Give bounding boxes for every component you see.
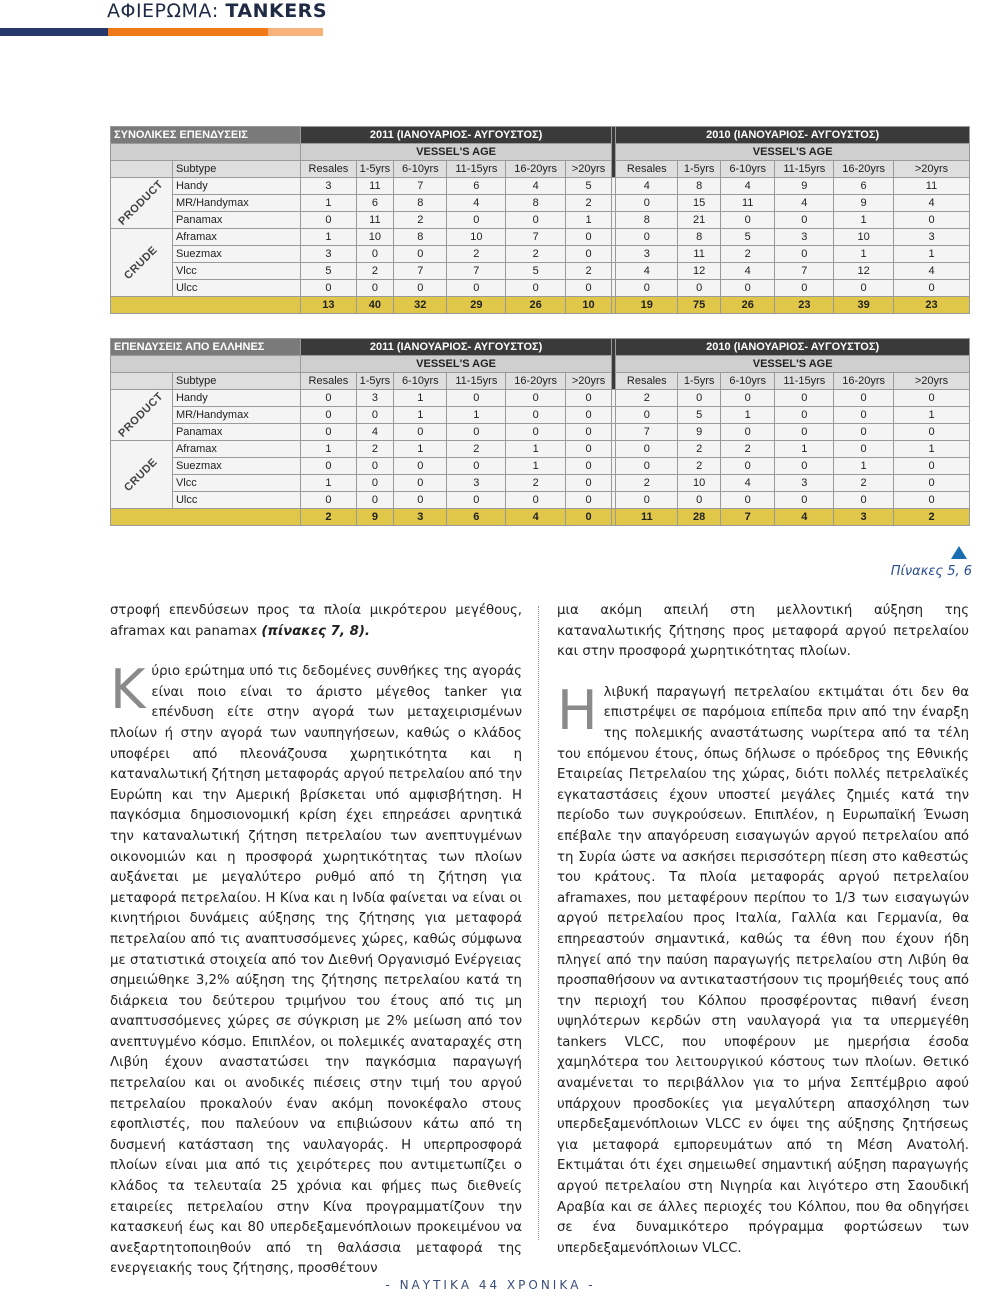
value-cell-2010: 10 xyxy=(834,229,894,246)
total-cell-2010: 11 xyxy=(616,509,678,526)
total-cell-2011: 10 xyxy=(566,297,612,314)
subtype-header: Subtype xyxy=(172,373,300,390)
table-row xyxy=(111,458,970,475)
value-cell-2011: 0 xyxy=(566,280,612,297)
value-cell-2010: 4 xyxy=(720,263,774,280)
table-reference: (πίνακες 7, 8). xyxy=(261,623,370,639)
value-cell-2010: 2 xyxy=(616,475,678,492)
value-cell-2011: 2 xyxy=(356,441,393,458)
table-title: ΕΠΕΝΔΥΣΕΙΣ ΑΠΟ ΕΛΛΗΝΕΣ xyxy=(111,339,301,356)
period-2011: 2011 (ΙΑΝΟΥΑΡΙΟΣ- ΑΥΓΟΥΣΤΟΣ) xyxy=(301,127,612,144)
value-cell-2011: 10 xyxy=(447,229,506,246)
total-cell-2011: 2 xyxy=(301,509,357,526)
period-2010: 2010 (ΙΑΝΟΥΑΡΙΟΣ- ΑΥΓΟΥΣΤΟΣ) xyxy=(616,339,970,356)
value-cell-2010: 0 xyxy=(678,390,721,407)
value-cell-2011: 0 xyxy=(394,424,447,441)
table-row xyxy=(111,424,970,441)
value-cell-2011: 5 xyxy=(506,263,566,280)
value-cell-2010: 4 xyxy=(616,178,678,195)
value-cell-2010: 0 xyxy=(775,280,834,297)
age-column-header: >20yrs xyxy=(894,373,970,390)
value-cell-2010: 2 xyxy=(678,458,721,475)
value-cell-2010: 0 xyxy=(834,390,894,407)
value-cell-2011: 0 xyxy=(566,492,612,509)
age-column-header: 11-15yrs xyxy=(775,161,834,178)
value-cell-2011: 4 xyxy=(447,195,506,212)
age-column-header: 11-15yrs xyxy=(447,373,506,390)
value-cell-2010: 11 xyxy=(720,195,774,212)
subtype-name: Vlcc xyxy=(172,475,300,492)
total-cell-2010: 4 xyxy=(775,509,834,526)
value-cell-2011: 0 xyxy=(394,458,447,475)
value-cell-2011: 0 xyxy=(356,407,393,424)
value-cell-2010: 0 xyxy=(720,390,774,407)
value-cell-2011: 0 xyxy=(566,246,612,263)
value-cell-2010: 1 xyxy=(834,458,894,475)
left-column xyxy=(110,601,522,1300)
value-cell-2011: 4 xyxy=(506,178,566,195)
value-cell-2011: 1 xyxy=(506,458,566,475)
value-cell-2011: 0 xyxy=(566,229,612,246)
value-cell-2010: 3 xyxy=(894,229,970,246)
value-cell-2011: 1 xyxy=(394,407,447,424)
value-cell-2011: 2 xyxy=(394,212,447,229)
value-cell-2010: 9 xyxy=(678,424,721,441)
value-cell-2010: 0 xyxy=(616,195,678,212)
blank-cell xyxy=(111,356,301,373)
age-column-header: 11-15yrs xyxy=(775,373,834,390)
subtype-name: MR/Handymax xyxy=(172,407,300,424)
total-cell-2010: 23 xyxy=(894,297,970,314)
value-cell-2010: 4 xyxy=(720,475,774,492)
blank-cell xyxy=(111,373,173,390)
vessel-age-2011: VESSEL'S AGE xyxy=(301,144,612,161)
subtype-name: Aframax xyxy=(172,441,300,458)
value-cell-2011: 0 xyxy=(447,492,506,509)
total-cell-2010: 2 xyxy=(894,509,970,526)
value-cell-2010: 10 xyxy=(678,475,721,492)
right-intro-paragraph: μια ακόμη απειλή στη μελλοντική αύξηση της καταναλωτικής ζήτησης προς μεταφορά αργού πετρελαίου και στην προσφορά χωρητικότητας πλοίων. xyxy=(557,603,969,660)
table-row xyxy=(111,229,970,246)
value-cell-2011: 0 xyxy=(301,424,357,441)
value-cell-2011: 8 xyxy=(394,195,447,212)
value-cell-2011: 0 xyxy=(506,212,566,229)
value-cell-2011: 7 xyxy=(447,263,506,280)
total-cell-2011: 26 xyxy=(506,297,566,314)
value-cell-2010: 2 xyxy=(678,441,721,458)
value-cell-2010: 1 xyxy=(775,441,834,458)
subtype-name: Ulcc xyxy=(172,280,300,297)
total-cell-2011: 29 xyxy=(447,297,506,314)
value-cell-2011: 2 xyxy=(447,441,506,458)
subtype-name: Handy xyxy=(172,390,300,407)
table-total-investments xyxy=(110,126,970,314)
left-intro-paragraph: στροφή επενδύσεων προς τα πλοία μικρότερου μεγέθους, aframax και panamax (πίνακες 7, 8). xyxy=(110,603,522,639)
age-column-header: 6-10yrs xyxy=(394,161,447,178)
value-cell-2011: 0 xyxy=(394,475,447,492)
total-cell-2010: 28 xyxy=(678,509,721,526)
vessel-age-2010: VESSEL'S AGE xyxy=(616,356,970,373)
value-cell-2010: 6 xyxy=(834,178,894,195)
drop-cap: Η xyxy=(557,678,598,742)
value-cell-2010: 11 xyxy=(894,178,970,195)
value-cell-2010: 0 xyxy=(894,475,970,492)
age-column-header: 6-10yrs xyxy=(394,373,447,390)
total-cell-2010: 26 xyxy=(720,297,774,314)
value-cell-2011: 0 xyxy=(506,424,566,441)
value-cell-2010: 0 xyxy=(616,458,678,475)
value-cell-2011: 0 xyxy=(506,280,566,297)
value-cell-2011: 7 xyxy=(506,229,566,246)
value-cell-2011: 0 xyxy=(301,458,357,475)
total-cell-2011: 40 xyxy=(356,297,393,314)
value-cell-2011: 0 xyxy=(356,458,393,475)
subtype-name: Panamax xyxy=(172,212,300,229)
age-column-header: Resales xyxy=(301,373,357,390)
value-cell-2011: 3 xyxy=(356,390,393,407)
value-cell-2010: 1 xyxy=(834,212,894,229)
subtype-name: MR/Handymax xyxy=(172,195,300,212)
value-cell-2010: 5 xyxy=(720,229,774,246)
value-cell-2010: 0 xyxy=(720,424,774,441)
value-cell-2011: 0 xyxy=(301,212,357,229)
value-cell-2010: 0 xyxy=(678,280,721,297)
value-cell-2010: 12 xyxy=(678,263,721,280)
value-cell-2011: 0 xyxy=(566,424,612,441)
period-2010: 2010 (ΙΑΝΟΥΑΡΙΟΣ- ΑΥΓΟΥΣΤΟΣ) xyxy=(616,127,970,144)
value-cell-2010: 9 xyxy=(775,178,834,195)
table-row xyxy=(111,246,970,263)
age-column-header: 6-10yrs xyxy=(720,373,774,390)
value-cell-2011: 4 xyxy=(356,424,393,441)
totals-row xyxy=(111,509,970,526)
subtype-name: Suezmax xyxy=(172,246,300,263)
value-cell-2010: 4 xyxy=(775,195,834,212)
value-cell-2010: 2 xyxy=(616,390,678,407)
vessel-age-2011: VESSEL'S AGE xyxy=(301,356,612,373)
right-column xyxy=(557,601,969,1279)
table-greek-investments xyxy=(110,338,970,526)
value-cell-2010: 0 xyxy=(775,246,834,263)
value-cell-2010: 11 xyxy=(678,246,721,263)
value-cell-2011: 0 xyxy=(447,458,506,475)
value-cell-2011: 0 xyxy=(301,492,357,509)
age-column-header: Resales xyxy=(616,161,678,178)
value-cell-2011: 1 xyxy=(301,229,357,246)
value-cell-2010: 0 xyxy=(720,492,774,509)
value-cell-2010: 2 xyxy=(720,441,774,458)
table-row xyxy=(111,390,970,407)
tables-caption: Πίνακες 5, 6 xyxy=(890,564,972,579)
value-cell-2011: 0 xyxy=(356,475,393,492)
investment-table xyxy=(110,126,970,314)
age-column-header: 16-20yrs xyxy=(834,373,894,390)
total-cell-2010: 7 xyxy=(720,509,774,526)
age-column-header: 16-20yrs xyxy=(506,373,566,390)
value-cell-2011: 2 xyxy=(566,195,612,212)
value-cell-2010: 0 xyxy=(720,280,774,297)
total-cell-2010: 3 xyxy=(834,509,894,526)
header-title: TANKERS xyxy=(225,0,327,22)
period-2011: 2011 (ΙΑΝΟΥΑΡΙΟΣ- ΑΥΓΟΥΣΤΟΣ) xyxy=(301,339,612,356)
subtype-name: Vlcc xyxy=(172,263,300,280)
table-row xyxy=(111,492,970,509)
left-main-paragraph: Κύριο ερώτημα υπό τις δεδομένες συνθήκες της αγοράς είναι ποιο είναι το άριστο μέγεθος tanker για επένδυση είτε στην αγορά των μεταχειρισμένων πλοίων ή στην αγορά των ναυπηγήσεων, καθώς ο κλάδος υποφέρει από πλεονάζουσα χωρητικότητα και η καταναλωτική ζήτηση μεταφοράς αργού πετρελαίου από την Ευρώπη και την Αμερική βρίσκεται υπό αμφισβήτηση. Η παγκόσμια δημοσιονομική κρίση έχει επηρεάσει αρνητικά την καταναλωτική ζήτηση πετρελαίου των ανεπτυγμένων οικονομιών και η προσφορά χωρητικότητας των πλοίων αυξάνεται με μεγαλύτερο ρυθμό από τη ζήτηση για μεταφορά πετρελαίου. Η Κίνα και η Ινδία φαίνεται να είναι οι κινητήριοι δυνάμεις αύξησης της ζήτησης για μεταφορά πετρελαίου από τις αναπτυσσόμενες χώρες, καθώς σύμφωνα με στατιστικά στοιχεία από τον Διεθνή Οργανισμό Ενέργειας σημειώθηκε 3,2% αύξηση της ζήτησης πετρελαίου κατά τη διάρκεια του δεύτερου τριμήνου του έτους από τις μη αναπτυσσόμενες χώρες σε σύγκριση με 2% μείωση από τον ανεπτυγμένο κόσμο. Επιπλέον, οι πολεμικές αναταραχές στη Λιβύη έχουν αναστατώσει την παγκόσμια παραγωγή πετρελαίου και οι ανοδικές πιέσεις στην τιμή του αργού πετρελαίου προκαλούν έναν ακόμη πονοκέφαλο στους εφοπλιστές, που παλεύουν να επιβιώσουν κάτω από τη δυσμενή κατάσταση της ναυλαγοράς. Η υπερπροσφορά πλοίων είναι μια από τις χειρότερες που αντιμετωπίζει ο κλάδος τα τελευταία 25 χρόνια και φήμες πως διεθνείς εταιρείες πετρελαίου στην Κίνα προγραμματίζουν την κατασκευή έως και 80 υπερδεξαμενόπλοιων προκειμένου να ανεξαρτητοποιηθούν από τη θαλάσσια μεταφορά της ενεργειακής τους ζήτησης, προσθέτουν xyxy=(110,658,522,1277)
age-column-header: 16-20yrs xyxy=(834,161,894,178)
value-cell-2011: 1 xyxy=(301,475,357,492)
value-cell-2011: 0 xyxy=(356,492,393,509)
table-row xyxy=(111,407,970,424)
subtype-name: Aframax xyxy=(172,229,300,246)
vessel-age-2010: VESSEL'S AGE xyxy=(616,144,970,161)
blank-cell xyxy=(111,161,173,178)
value-cell-2010: 0 xyxy=(834,492,894,509)
value-cell-2011: 1 xyxy=(394,441,447,458)
value-cell-2010: 7 xyxy=(616,424,678,441)
age-column-header: 16-20yrs xyxy=(506,161,566,178)
value-cell-2010: 4 xyxy=(616,263,678,280)
value-cell-2011: 0 xyxy=(566,475,612,492)
value-cell-2010: 1 xyxy=(894,246,970,263)
value-cell-2011: 1 xyxy=(394,390,447,407)
value-cell-2010: 0 xyxy=(720,458,774,475)
total-cell-2010: 75 xyxy=(678,297,721,314)
value-cell-2010: 4 xyxy=(894,263,970,280)
value-cell-2010: 15 xyxy=(678,195,721,212)
total-cell-2011: 4 xyxy=(506,509,566,526)
value-cell-2011: 10 xyxy=(356,229,393,246)
value-cell-2011: 6 xyxy=(447,178,506,195)
value-cell-2011: 0 xyxy=(447,280,506,297)
value-cell-2010: 8 xyxy=(678,178,721,195)
value-cell-2010: 8 xyxy=(616,212,678,229)
value-cell-2010: 0 xyxy=(775,458,834,475)
value-cell-2010: 3 xyxy=(775,475,834,492)
total-cell-2011: 13 xyxy=(301,297,357,314)
value-cell-2010: 4 xyxy=(720,178,774,195)
value-cell-2011: 6 xyxy=(356,195,393,212)
value-cell-2010: 8 xyxy=(678,229,721,246)
value-cell-2010: 0 xyxy=(616,229,678,246)
value-cell-2010: 5 xyxy=(678,407,721,424)
value-cell-2011: 0 xyxy=(394,280,447,297)
value-cell-2011: 0 xyxy=(506,492,566,509)
age-column-header: >20yrs xyxy=(566,161,612,178)
total-cell-2011: 6 xyxy=(447,509,506,526)
subtype-header: Subtype xyxy=(172,161,300,178)
totals-row xyxy=(111,297,970,314)
value-cell-2010: 0 xyxy=(775,492,834,509)
table-row xyxy=(111,475,970,492)
value-cell-2010: 9 xyxy=(834,195,894,212)
total-cell-2011: 0 xyxy=(566,509,612,526)
value-cell-2011: 11 xyxy=(356,178,393,195)
value-cell-2011: 0 xyxy=(566,407,612,424)
total-cell-2011: 3 xyxy=(394,509,447,526)
age-column-header: >20yrs xyxy=(566,373,612,390)
age-column-header: 1-5yrs xyxy=(678,161,721,178)
drop-cap: Κ xyxy=(110,658,146,722)
triangle-up-icon xyxy=(951,546,967,559)
value-cell-2010: 0 xyxy=(834,441,894,458)
subtype-name: Handy xyxy=(172,178,300,195)
subtype-name: Panamax xyxy=(172,424,300,441)
value-cell-2010: 0 xyxy=(894,390,970,407)
value-cell-2010: 0 xyxy=(894,458,970,475)
value-cell-2010: 1 xyxy=(720,407,774,424)
table-row xyxy=(111,280,970,297)
group-crude: CRUDE xyxy=(111,229,173,297)
value-cell-2011: 0 xyxy=(394,246,447,263)
value-cell-2011: 11 xyxy=(356,212,393,229)
section-header xyxy=(107,0,327,24)
header-bar-light-orange xyxy=(268,28,323,36)
value-cell-2011: 0 xyxy=(356,246,393,263)
value-cell-2010: 0 xyxy=(834,407,894,424)
value-cell-2010: 0 xyxy=(894,280,970,297)
value-cell-2010: 1 xyxy=(894,407,970,424)
value-cell-2011: 0 xyxy=(447,390,506,407)
subtype-name: Suezmax xyxy=(172,458,300,475)
table-row xyxy=(111,195,970,212)
value-cell-2010: 1 xyxy=(834,246,894,263)
value-cell-2010: 3 xyxy=(775,229,834,246)
value-cell-2010: 0 xyxy=(834,424,894,441)
value-cell-2011: 2 xyxy=(506,246,566,263)
age-column-header: 6-10yrs xyxy=(720,161,774,178)
value-cell-2010: 0 xyxy=(894,212,970,229)
value-cell-2010: 2 xyxy=(720,246,774,263)
value-cell-2011: 2 xyxy=(356,263,393,280)
header-prefix: ΑΦΙΕΡΩΜΑ: xyxy=(107,0,219,22)
age-column-header: 1-5yrs xyxy=(356,161,393,178)
value-cell-2011: 3 xyxy=(301,246,357,263)
total-cell-2010: 19 xyxy=(616,297,678,314)
value-cell-2010: 7 xyxy=(775,263,834,280)
blank-cell xyxy=(111,144,301,161)
value-cell-2011: 0 xyxy=(301,407,357,424)
value-cell-2010: 0 xyxy=(775,390,834,407)
right-main-paragraph: Η λιβυκή παραγωγή πετρελαίου εκτιμάται ότι δεν θα επιστρέψει σε παρόμοια επίπεδα πριν από την έναρξη της πολεμικής αναστάτωσης νωρίτερα από τα τέλη του επόμενου έτους, όπως δήλωσε ο πρόεδρος της Εθνικής Εταιρείας Πετρελαίου της χώρας, διότι πολλές πετρελαϊκές εγκαταστάσεις έχουν υποστεί μεγάλες ζημιές κατά την περίοδο των συγκρούσεων. Επιπλέον, η Ευρωπαϊκή Ένωση επέβαλε την απαγόρευση εισαγωγών αργού πετρελαίου από τη Συρία ώστε να ασκήσει περισσότερη πίεση στο καθεστώς του κράτους. Τα πλοία μεταφοράς αργού πετρελαίου aframaxes, που μεταφέρουν περίπου το 1/3 των εισαγωγών αργού πετρελαίου προς Ιταλία, Γαλλία και Γερμανία, θα επηρεαστούν σημαντικά, καθώς τα έθνη που έχουν ήδη πληγεί από την παύση παραγωγής πετρελαίου στη Λιβύη θα προσπαθήσουν να αντικαταστήσουν τις προμήθειές τους από την περιοχή του Κόλπου προσφέροντας πιθανή ένεση υψηλότερων κερδών στη ναυλαγορά για τα υπερμεγέθη tankers VLCC, που υποφέρουν με ημερήσια έσοδα χαμηλότερα του λειτουργικού κόστους των πλοίων. Θετικό αναμένεται το περιβάλλον για το μήνα Σεπτέμβριο αφού υπάρχουν προσδοκίες για μεγαλύτερη απασχόληση των υπερδεξαμενόπλοιων VLCC εν όψει της αύξησης ζητήσεως για μεταφορά εμπορευμάτων από τη Μέση Ανατολή. Εκτιμάται ότι έχει σημειωθεί σημαντική αύξηση παραγωγής αργού πετρελαίου στη Νιγηρία και λιγότερο στη Σαουδική Αραβία και σε άλλες περιοχές του Κόλπου, που θα οδηγήσει σε ένα δυναμικότερο πρόγραμμα φορτώσεων των υπερδεξαμενόπλοιων VLCC. xyxy=(557,678,969,1256)
value-cell-2010: 0 xyxy=(775,212,834,229)
table-row xyxy=(111,441,970,458)
value-cell-2011: 1 xyxy=(566,212,612,229)
age-column-header: Resales xyxy=(616,373,678,390)
blank-cell xyxy=(111,509,301,526)
age-column-header: >20yrs xyxy=(894,161,970,178)
value-cell-2010: 2 xyxy=(834,475,894,492)
value-cell-2011: 2 xyxy=(506,475,566,492)
value-cell-2010: 0 xyxy=(894,492,970,509)
value-cell-2011: 1 xyxy=(506,441,566,458)
value-cell-2010: 0 xyxy=(616,280,678,297)
value-cell-2010: 1 xyxy=(894,441,970,458)
value-cell-2011: 5 xyxy=(566,178,612,195)
value-cell-2010: 0 xyxy=(678,492,721,509)
value-cell-2010: 0 xyxy=(616,492,678,509)
header-bar-navy xyxy=(0,28,108,36)
value-cell-2011: 0 xyxy=(506,407,566,424)
value-cell-2011: 0 xyxy=(447,212,506,229)
value-cell-2010: 21 xyxy=(678,212,721,229)
value-cell-2011: 0 xyxy=(447,424,506,441)
age-column-header: 11-15yrs xyxy=(447,161,506,178)
total-cell-2011: 32 xyxy=(394,297,447,314)
total-cell-2011: 9 xyxy=(356,509,393,526)
value-cell-2010: 12 xyxy=(834,263,894,280)
value-cell-2011: 1 xyxy=(301,441,357,458)
value-cell-2011: 0 xyxy=(301,280,357,297)
value-cell-2010: 3 xyxy=(616,246,678,263)
blank-cell xyxy=(111,297,301,314)
table-row xyxy=(111,263,970,280)
value-cell-2010: 0 xyxy=(894,424,970,441)
age-column-header: 1-5yrs xyxy=(356,373,393,390)
value-cell-2011: 0 xyxy=(566,390,612,407)
header-bar-orange xyxy=(108,28,268,36)
table-row xyxy=(111,178,970,195)
value-cell-2011: 2 xyxy=(447,246,506,263)
value-cell-2011: 8 xyxy=(394,229,447,246)
value-cell-2011: 0 xyxy=(394,492,447,509)
group-product: PRODUCT xyxy=(111,390,173,441)
value-cell-2011: 1 xyxy=(447,407,506,424)
value-cell-2011: 0 xyxy=(566,458,612,475)
value-cell-2011: 8 xyxy=(506,195,566,212)
value-cell-2010: 4 xyxy=(894,195,970,212)
page-footer: - ΝΑΥΤΙΚΑ 44 ΧΡΟΝΙΚΑ - xyxy=(385,1278,596,1292)
subtype-name: Ulcc xyxy=(172,492,300,509)
value-cell-2011: 0 xyxy=(506,390,566,407)
value-cell-2011: 2 xyxy=(566,263,612,280)
age-column-header: Resales xyxy=(301,161,357,178)
value-cell-2010: 0 xyxy=(834,280,894,297)
value-cell-2011: 1 xyxy=(301,195,357,212)
value-cell-2010: 0 xyxy=(616,407,678,424)
value-cell-2010: 0 xyxy=(775,407,834,424)
group-product: PRODUCT xyxy=(111,178,173,229)
value-cell-2011: 3 xyxy=(447,475,506,492)
investment-table xyxy=(110,338,970,526)
value-cell-2011: 0 xyxy=(566,441,612,458)
table-row xyxy=(111,212,970,229)
age-column-header: 1-5yrs xyxy=(678,373,721,390)
value-cell-2011: 7 xyxy=(394,178,447,195)
value-cell-2011: 0 xyxy=(301,390,357,407)
value-cell-2011: 0 xyxy=(356,280,393,297)
total-cell-2010: 39 xyxy=(834,297,894,314)
value-cell-2011: 3 xyxy=(301,178,357,195)
column-divider xyxy=(538,606,539,1240)
value-cell-2011: 5 xyxy=(301,263,357,280)
value-cell-2010: 0 xyxy=(775,424,834,441)
total-cell-2010: 23 xyxy=(775,297,834,314)
table-title: ΣΥΝΟΛΙΚΕΣ ΕΠΕΝΔΥΣΕΙΣ xyxy=(111,127,301,144)
value-cell-2010: 0 xyxy=(720,212,774,229)
value-cell-2011: 7 xyxy=(394,263,447,280)
value-cell-2010: 0 xyxy=(616,441,678,458)
group-crude: CRUDE xyxy=(111,441,173,509)
